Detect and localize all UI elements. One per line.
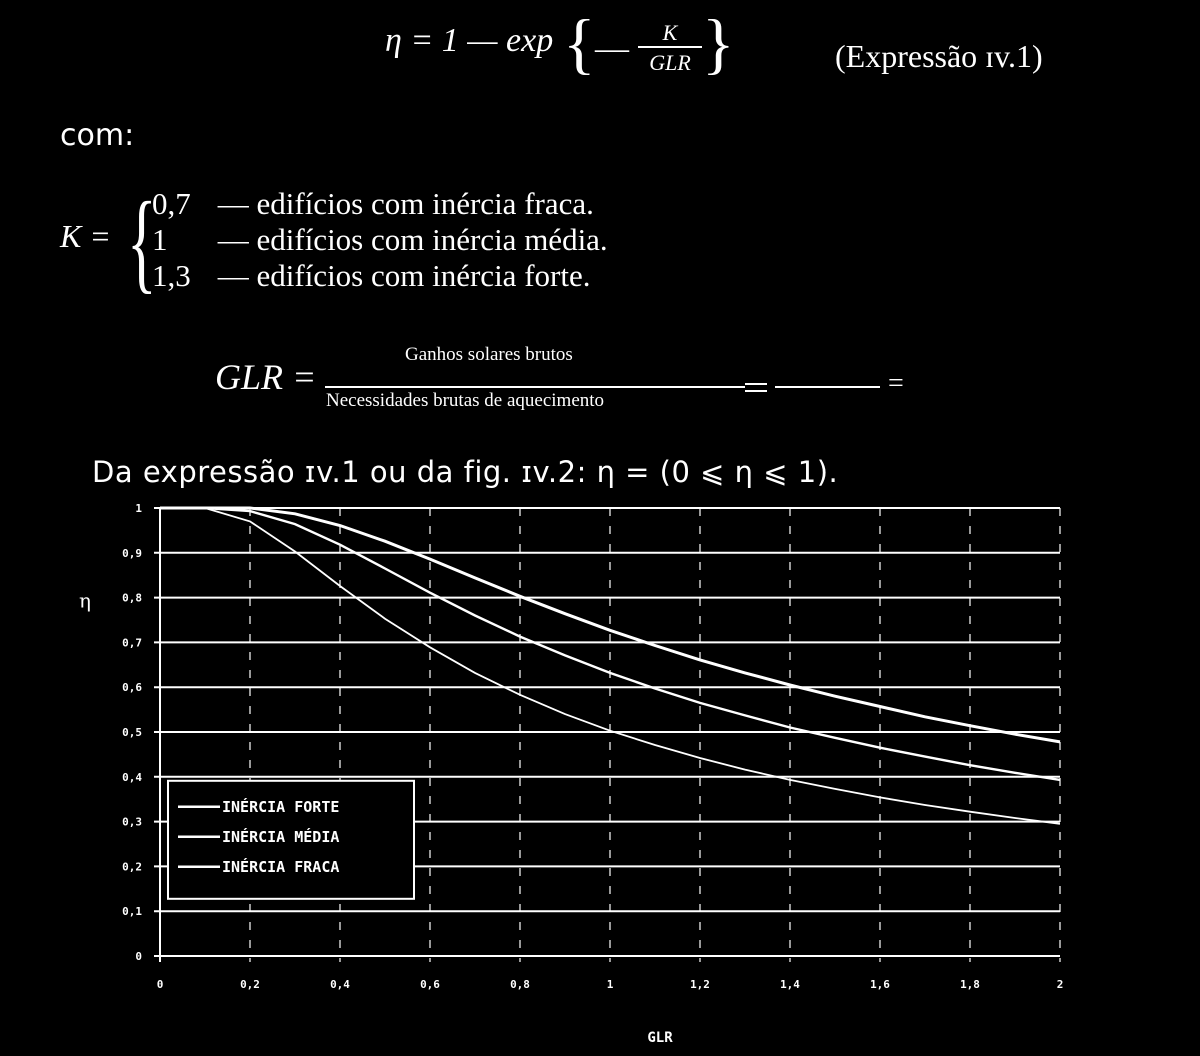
x-tick-label: 0,8 xyxy=(510,978,530,991)
x-tick-label: 2 xyxy=(1056,978,1064,991)
x-tick-label: 1 xyxy=(606,978,614,991)
y-tick-label: 1 xyxy=(135,502,142,515)
glr-symbol: GLR = xyxy=(215,357,317,397)
glr-equals-b: = xyxy=(888,368,904,399)
k-case-text: — edifícios com inércia forte. xyxy=(217,258,591,293)
y-tick-label: 0 xyxy=(135,950,142,963)
k-case-media xyxy=(152,222,608,258)
expression-label: (Expressão ɪv.1) xyxy=(835,38,1043,74)
efficiency-chart xyxy=(0,490,1200,1056)
formula-lhs: η = 1 — exp xyxy=(385,22,554,59)
formula-inner-minus: — xyxy=(595,30,629,67)
k-case-forte xyxy=(152,258,590,294)
k-cases-brace: { xyxy=(127,180,157,304)
y-tick-label: 0,9 xyxy=(122,546,142,560)
k-case-text: — edifícios com inércia média. xyxy=(217,222,608,257)
x-tick-label: 1,8 xyxy=(960,978,980,991)
efficiency-formula xyxy=(385,22,553,60)
legend-label: INÉRCIA FRACA xyxy=(222,857,340,876)
x-tick-label: 0,2 xyxy=(240,978,260,991)
formula-right-brace: } xyxy=(702,5,735,81)
glr-fraction-bar xyxy=(325,386,745,388)
formula-numerator: K xyxy=(662,20,678,45)
x-axis-label: GLR xyxy=(647,1030,673,1046)
x-tick-label: 0 xyxy=(156,978,164,991)
x-tick-label: 1,2 xyxy=(690,978,710,991)
formula-denominator: GLR xyxy=(638,46,702,76)
x-tick-label: 1,6 xyxy=(870,978,890,991)
y-tick-label: 0,5 xyxy=(122,726,142,739)
x-tick-label: 0,4 xyxy=(330,978,350,991)
y-tick-label: 0,3 xyxy=(122,815,142,829)
legend-label: INÉRCIA FORTE xyxy=(222,797,340,816)
y-tick-label: 0,2 xyxy=(122,860,142,874)
com-label: com: xyxy=(60,118,135,153)
glr-equals-a1 xyxy=(745,383,767,385)
k-case-value: 1,3 xyxy=(152,258,191,293)
y-tick-label: 0,1 xyxy=(122,905,142,919)
y-tick-label: 0,4 xyxy=(122,770,142,784)
k-case-value: 0,7 xyxy=(152,186,191,221)
y-tick-label: 0,7 xyxy=(122,636,142,650)
glr-numerator: Ganhos solares brutos xyxy=(405,344,573,365)
legend-label: INÉRCIA MÉDIA xyxy=(222,827,340,846)
conclusion-line: Da expressão ɪv.1 ou da fig. ɪv.2: η = (0 ⩽ η ⩽ 1). xyxy=(92,455,839,489)
glr-equals-a2 xyxy=(745,390,767,392)
glr-denominator: Necessidades brutas de aquecimento xyxy=(326,390,605,411)
x-tick-label: 1,4 xyxy=(780,978,800,991)
x-tick-label: 0,6 xyxy=(420,978,440,991)
k-case-fraca xyxy=(152,186,594,222)
formula-fraction xyxy=(638,20,702,76)
k-case-text: — edifícios com inércia fraca. xyxy=(217,186,594,221)
glr-blank-line xyxy=(775,386,880,388)
y-axis-label: η xyxy=(79,588,91,613)
k-case-value: 1 xyxy=(152,222,168,257)
formula-left-brace: { xyxy=(563,5,596,81)
y-tick-label: 0,8 xyxy=(122,591,142,605)
y-tick-label: 0,6 xyxy=(122,681,142,695)
k-symbol: K = xyxy=(60,218,111,254)
